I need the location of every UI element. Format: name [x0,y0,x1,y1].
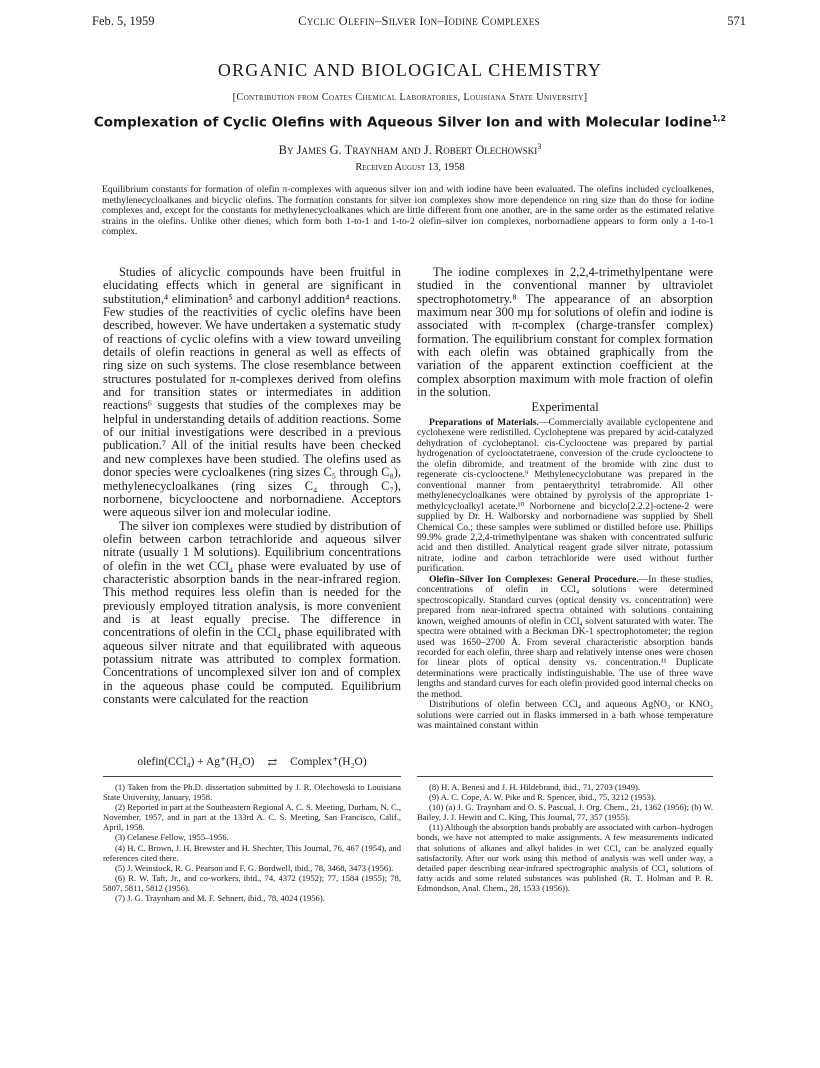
article-title-text: Complexation of Cyclic Olefins with Aqueous Silver Ion and with Molecular Iodine [93,114,712,131]
footnote: (6) R. W. Taft, Jr., and co-workers, ibid., 74, 4372 (1952); 77, 1584 (1955); 78, 5807, 5811, 5812 (1956). [103,872,401,893]
footnote-divider [103,776,401,777]
article-title [0,114,820,131]
right-column-body [417,266,713,399]
left-column-body [103,266,401,706]
body-paragraph: The silver ion complexes were studied by distribution of olefin between carbon tetrachloride and aqueous silver nitrate (usually 1 M solutions). Equilibrium concentrations of olefin in the wet CCl₄ phase were evaluated by use of characteristic absorption bands in the near-infrared region. This method requires less olefin than is needed for the previously employed titration analysis, is more convenient and is at least equally precise. The difference in concentrations of olefin in the CCl₄ phase equilibrated with aqueous silver nitrate and that equilibrated with aqueous potassium nitrate was attributed to complex formation. Concentrations of uncomplexed silver ion and of complex in the aqueous phase could be computed. Equilibrium constants were calculated for the reaction [103,518,401,706]
paragraph-text: —In these studies, concentrations of olefin in CCl₄ solutions were determined spectroscopically. Standard curves (optical density vs. concentration) were prepared from near-infrared spectra obtained with solutions containing known, weighed amounts of olefin in CCl₄ solvent saturated with water. The spectra were obtained with a Beckman DK-1 spectrophotometer; the region used was 1650–2700 Å. From several characteristic absorption bands recorded for each olefin, three sharp and relatively intense ones were chosen for linear plots of optical density vs. concentration.¹¹ Duplicate determinations were practically indistinguishable. The use of three wave lengths and standard curves for each olefin provided good internal checks on the method. [417,573,713,700]
footnote: (5) J. Weinstock, R. G. Pearson and F. G. Bordwell, ibid., 78, 3468, 3473 (1956). [115,862,394,873]
paragraph-text: —Commercially available cyclopentene and cyclohexene were redistilled. Cycloheptene was prepared by acid-catalyzed dehydration of cycloheptanol. cis-Cyclooctene was prepared by partial hydrogenation of cyclooctatetraene, conversion of the crude cyclooctene to the olefin dibromide, and treatment of the bromide with zinc dust to regenerate cis-cyclooctene.⁹ Methylenecyclobutane was prepared in the conventional manner from pentaerythrityl tetrabromide. All other methylenecycloalkanes were obtained by pyrolysis of the appropriate 1-methylcycloalkyl acetate.¹⁰ Norbornene and bicyclo[2.2.2]-octene-2 were supplied by Dr. H. Walborsky and norbornadiene was supplied by Shell Chemical Co.; these samples were sublimed or distilled before use. Phillips 99.9% grade 2,2,4-trimethylpentane was shaken with concentrated sulfuric acid and then distilled. Analytical reagent grade silver nitrate, potassium nitrate, iodine and carbon tetrachloride were used without further purification. [417,417,713,575]
footnote: (3) Celanese Fellow, 1955–1956. [115,832,229,843]
body-paragraph: Studies of alicyclic compounds have been fruitful in elucidating effects which in general are significant in substitution,⁴ elimination⁵ and carbonyl addition⁴ reactions. Few studies of the reactivities of cyclic olefins have been described, however. We have undertaken a systematic study of reactions of cyclic olefins with a view toward unveiling details of olefin reactions in general as well as effects of ring size on such systems. The close resemblance between structures postulated for π-complexes derived from olefins and for transition states or intermediates in addition reactions⁶ suggests that studies of the complexes may be helpful in understanding details of addition reactions. Some of our initial investigations were described in a previous publication.⁷ All of the initial results have been checked and new complexes have been studied. The olefins used as donor species were cycloalkenes (ring sizes C₅ through C₈), methylenecycloalkanes (ring sizes C₄ through C₇), norbornene, bicyclooctene and norbornadiene. Acceptors were aqueous silver ion and molecular iodine. [103,265,401,520]
abstract: Equilibrium constants for formation of olefin π-complexes with aqueous silver ion and with iodine have been evaluated. The olefins included cycloalkenes, methylenecycloalkanes and bicyclic olefins. The formation constants for silver ion complexes show more dependence on ring size than do those for iodine complexes and, except for the constants for methylenecycloalkanes which are little different from one another, are in the same order as the estimated relative strains in the olefins. Unlike other dienes, which form both 1-to-1 and 1-to-2 olefin–silver ion complexes, norbornadiene appears to form only a 1-to-1 complex. [102,184,714,238]
footnotes-left [103,782,401,903]
footnote: (7) J. G. Traynham and M. F. Sehnert, ibid., 78, 4024 (1956). [115,893,325,904]
footnote: (9) A. C. Cope, A. W. Pike and R. Spencer, ibid., 75, 3212 (1953). [429,792,656,803]
footnote: (8) H. A. Benesi and J. H. Hildebrand, ibid., 71, 2703 (1949). [429,782,640,792]
equilibrium-arrow-icon: ⇄ [267,757,278,770]
authors-footnote-marker: 3 [537,142,542,151]
article-title-footnote-marker: 1,2 [711,114,727,123]
experimental-paragraph [417,418,713,575]
paragraph-run-in-heading: Preparations of Materials. [429,417,539,428]
section-title: ORGANIC AND BIOLOGICAL CHEMISTRY [217,60,603,80]
footnotes-right [417,782,713,893]
equation-left: olefin(CCl₄) + Ag⁺(H₂O) [137,756,255,768]
header-page-number: 571 [727,14,746,28]
header-date: Feb. 5, 1959 [92,14,155,28]
experimental-paragraph: Distributions of olefin between CCl₄ and aqueous AgNO₃ or KNO₃ solutions were carried out in flasks immersed in a bath whose temperature was maintained constant within [417,699,713,732]
experimental-heading: Experimental [531,400,599,414]
authors-line [0,142,820,158]
footnote: (2) Reported in part at the Southeastern Regional A. C. S. Meeting, Durham, N. C., November, 1957, and in part at the 133rd A. C. S. Meeting, San Francisco, Calif., April, 1958. [103,802,401,833]
equation-right: Complex⁺(H₂O) [290,756,367,768]
footnote: (1) Taken from the Ph.D. dissertation submitted by J. R. Olechowski to Louisiana State University, January, 1958. [103,782,401,803]
footnote: (4) H. C. Brown, J. H. Brewster and H. Shechter, This Journal, 76, 467 (1954), and references cited there. [103,842,401,863]
body-paragraph: The iodine complexes in 2,2,4-trimethylpentane were studied in the conventional manner by ultraviolet spectrophotometry.⁸ The appearance of an absorption maximum near 300 mμ for solutions of olefin and iodine is associated with π-complex (charge-transfer complex) formation. The equilibrium constant for complex formation with each olefin was obtained graphically from the variation of the apparent extinction coefficient at the complex absorption maximum with mole fraction of olefin in the solution. [417,265,713,400]
contribution-line: [Contribution from Coates Chemical Laboratories, Louisiana State University] [232,92,588,103]
authors-text: By James G. Traynham and J. Robert Olechowski [278,143,538,158]
footnote-divider [417,776,713,777]
reaction-equation [103,754,401,769]
experimental-section [417,418,713,732]
running-header [92,14,746,32]
footnote: (10) (a) J. G. Traynham and O. S. Pascual, J. Org. Chem., 21, 1362 (1956); (b) W. Bailey, J. J. Hewitt and C. King, This Journal, 77, 357 (1955). [417,802,713,823]
received-date: Received August 13, 1958 [355,162,465,173]
experimental-paragraph [417,575,713,700]
footnote: (11) Although the absorption bands probably are associated with carbon–hydrogen bonds, we have not attempted to make assignments. A few measurements indicated that solutions of alkanes and alkyl halides in wet CCl₄ can be analyzed equally satisfactorily. After our work using this method of analysis was well under way, a detailed paper describing near-infrared spectrographic analysis of CCl₄ solutions of fatty acids and some related substances was published (R. T. Holman and P. R. Edmondson, Anal. Chem., 28, 1533 (1956)). [417,822,713,893]
header-running-title: Cyclic Olefin–Silver Ion–Iodine Complexes [298,14,540,28]
paragraph-run-in-heading: Olefin–Silver Ion Complexes: General Procedure. [429,573,639,585]
